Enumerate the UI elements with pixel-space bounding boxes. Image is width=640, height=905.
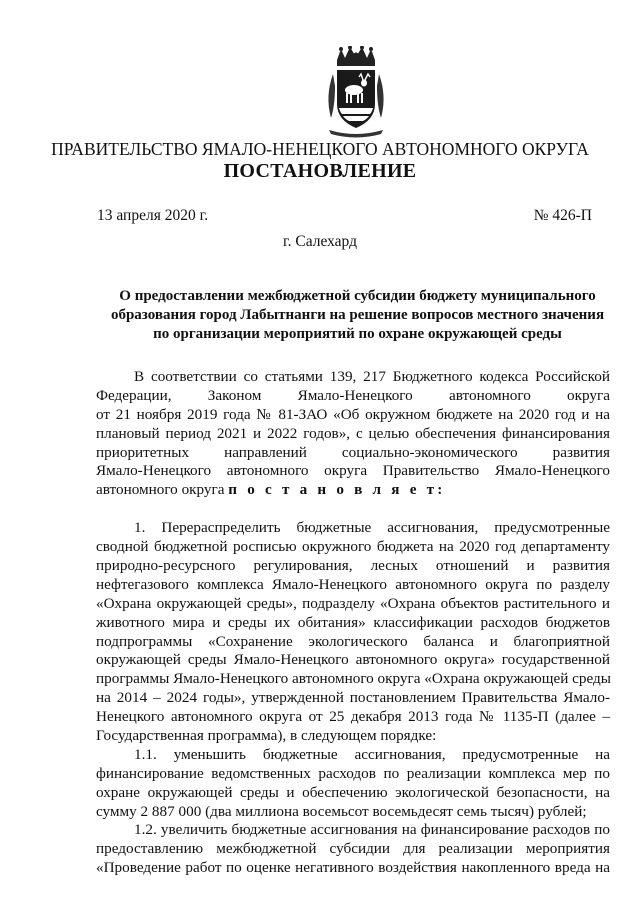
item1-line: 1. Перераспределить бюджетные ассигнования, предусмотренные [134, 519, 610, 537]
document-city: г. Салехард [283, 233, 357, 250]
title-line: О предоставлении межбюджетной субсидии бюджету муниципального [119, 288, 596, 304]
preamble-line: Ямало-Ненецкого автономного округа Правительство Ямало-Ненецкого [96, 462, 610, 480]
resolves-emphasis: п о с т а н о в л я е т: [228, 481, 446, 499]
item1-1-line: 1.1. уменьшить бюджетные ассигнования, предусмотренные на [134, 745, 610, 763]
item1-line: природно-ресурсного регулирования, лесных отношений и развития [96, 557, 610, 575]
item1-1-line: финансирование ведомственных расходов по реализации комплекса мер по [96, 764, 610, 782]
document-type: ПОСТАНОВЛЕНИЕ [223, 160, 417, 182]
item1-line: «Охрана окружающей среды», подразделу «Охрана объектов растительного и [96, 594, 610, 612]
item1-line: животного мира и среды их обитания» классификации расходов бюджетов [96, 613, 610, 631]
item1-1-line: охране окружающей среды и обеспечению экологической безопасности, на [96, 783, 610, 801]
preamble-line: Федерации, Законом Ямало-Ненецкого автономного округа [96, 386, 610, 404]
document-body [96, 368, 610, 878]
preamble-line: приоритетных направлений социально-экономического развития [96, 443, 610, 461]
preamble-line: плановый период 2021 и 2022 годов», с целью обеспечения финансирования [96, 424, 610, 442]
preamble-line: В соответствии со статьями 139, 217 Бюджетного кодекса Российской [134, 368, 610, 385]
item1-line: сводной бюджетной росписью окружного бюджета на 2020 год департаменту [96, 538, 610, 556]
agency-name: ПРАВИТЕЛЬСТВО ЯМАЛО-НЕНЕЦКОГО АВТОНОМНОГО ОКРУГА [51, 139, 589, 159]
preamble-line: от 21 ноября 2019 года № 81-ЗАО «Об окружном бюджете на 2020 год и на [96, 405, 610, 423]
item1-line: Государственная программа), в следующем порядке: [96, 727, 437, 745]
title-line: образования город Лабытнанги на решение вопросов местного значения [110, 307, 605, 323]
item1-1-line: сумму 2 887 000 (два миллиона восемьсот восемьдесят семь тысяч) рублей; [96, 802, 587, 820]
document-number: № 426-П [533, 207, 592, 224]
item1-2-line: «Проведение работ по оценке негативного воздействия накопленного вреда на [96, 859, 610, 877]
preamble-last-line [96, 481, 610, 500]
document-date: 13 апреля 2020 г. [97, 207, 209, 224]
item1-line: нефтегазового комплекса Ямало-Ненецкого автономного округа по разделу [96, 575, 610, 593]
yanao-coat-of-arms-icon [323, 46, 389, 138]
item1-line: окружающей среды Ямало-Ненецкого автономного округа» государственной [96, 651, 610, 669]
title-line: по организации мероприятий по охране окружающей среды [153, 326, 562, 342]
item1-line: программы Ямало-Ненецкого автономного округа «Охрана окружающей среды [96, 670, 611, 688]
item1-2-line: предоставлению межбюджетной субсидии для реализации мероприятия [96, 840, 610, 858]
item1-2-line: 1.2. увеличить бюджетные ассигнования на финансирование расходов по [134, 821, 610, 839]
item1-line: Ненецкого автономного округа от 25 декабря 2013 года № 1135-П (далее – [96, 708, 610, 726]
item1-line: подпрограммы «Сохранение экологического баланса и благоприятной [96, 632, 610, 650]
preamble-line: автономного округа [96, 481, 225, 499]
item1-line: на 2014 – 2024 годы», утвержденной постановлением Правительства Ямало- [96, 689, 610, 707]
document-title [90, 287, 625, 344]
